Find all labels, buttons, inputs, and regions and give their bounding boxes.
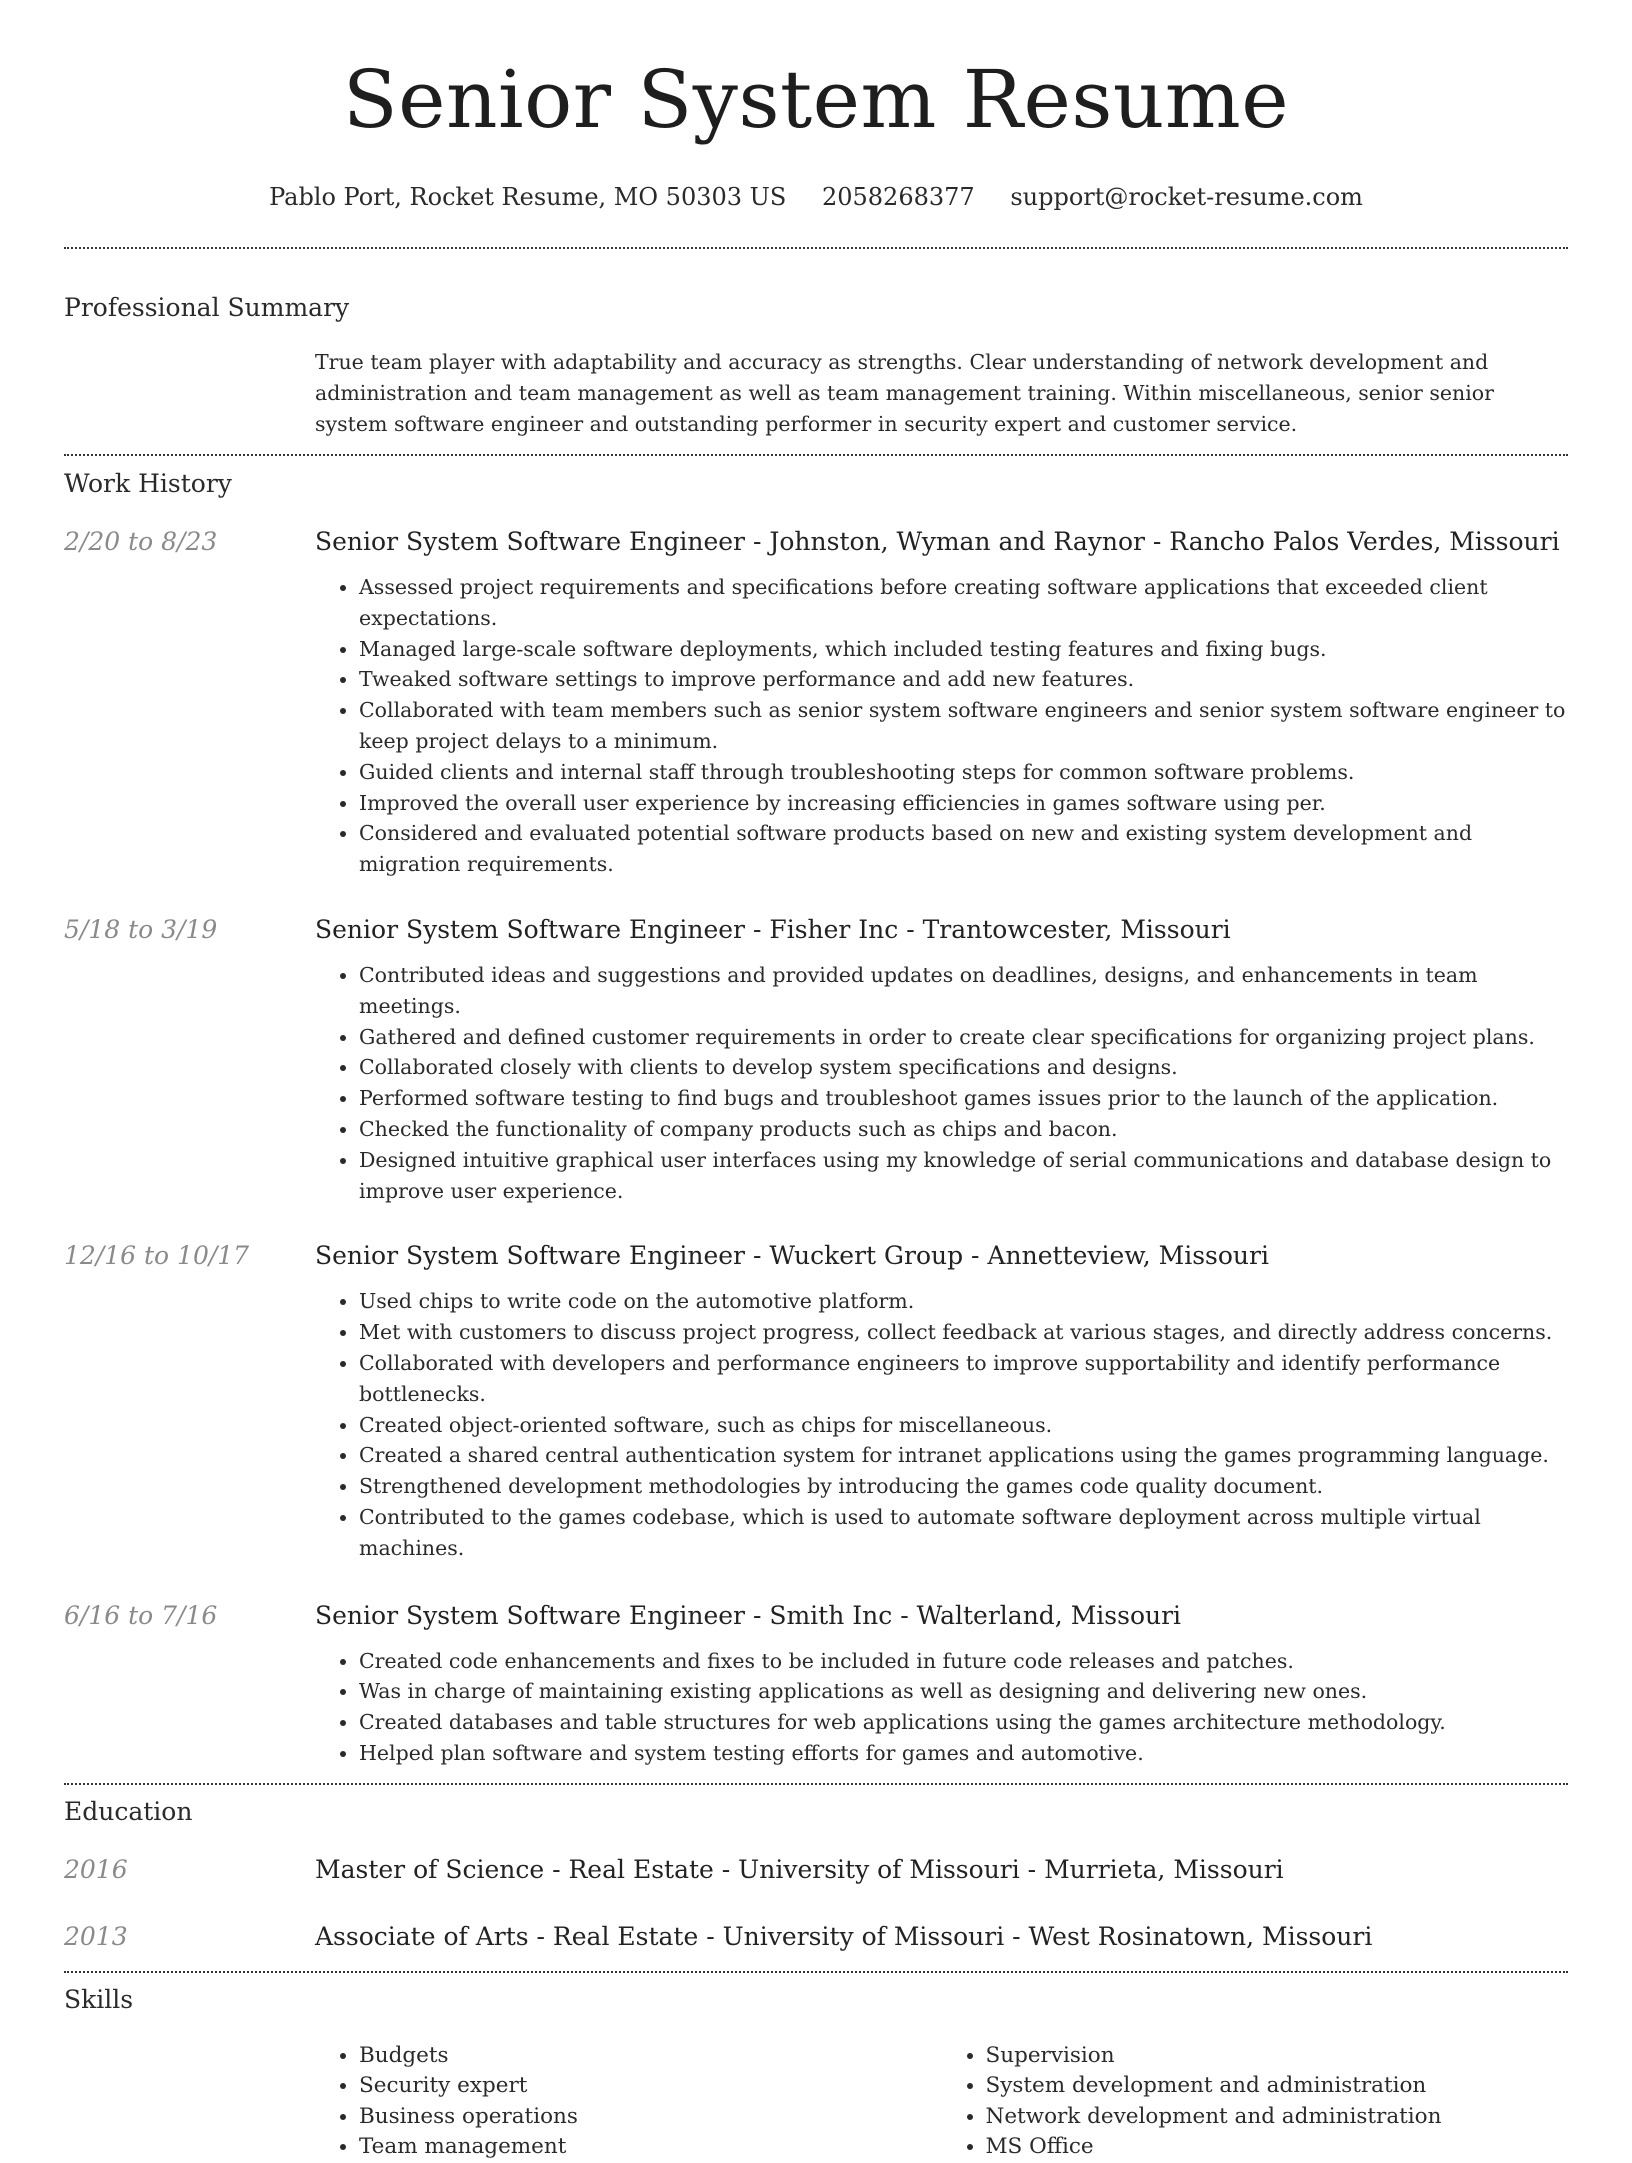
- skill-item: • Security expert: [359, 2071, 942, 2102]
- job-bullet: • Considered and evaluated potential software products based on new and existing system development and migration requirements.: [359, 818, 1568, 880]
- skills-list: [315, 2041, 1568, 2163]
- skills-column-right: [942, 2041, 1569, 2163]
- job-bullet: • Guided clients and internal staff through troubleshooting steps for common software problems.: [359, 757, 1568, 788]
- summary-text: True team player with adaptability and accuracy as strengths. Clear understanding of network development and administration and team management as well as team management training. Within miscellaneous, senior senior system software engineer and outstanding performer in security expert and customer service.: [315, 350, 1494, 436]
- skill-item: • MS Office: [986, 2132, 1569, 2163]
- job-bullet: • Created databases and table structures for web applications using the games architecture methodology.: [359, 1707, 1568, 1738]
- job-bullet: • Checked the functionality of company products such as chips and bacon.: [359, 1114, 1568, 1145]
- job-dates: 2/20 to 8/23: [64, 527, 218, 556]
- job-entry: [64, 1600, 1568, 1769]
- job-bullets: [315, 960, 1568, 1206]
- job-bullet: • Met with customers to discuss project progress, collect feedback at various stages, and directly address concerns.: [359, 1317, 1568, 1348]
- job-bullet: • Performed software testing to find bugs and troubleshoot games issues prior to the launch of the application.: [359, 1083, 1568, 1114]
- job-title: Senior System Software Engineer - Fisher Inc - Trantowcester, Missouri: [315, 914, 1231, 944]
- education-year: 2013: [64, 1921, 128, 1951]
- education-year: 2016: [64, 1854, 128, 1884]
- contact-email: support@rocket-resume.com: [1010, 183, 1363, 211]
- job-bullet: • Designed intuitive graphical user interfaces using my knowledge of serial communications and database design to improve user experience.: [359, 1145, 1568, 1207]
- contact-phone: 2058268377: [821, 183, 975, 211]
- job-title: Senior System Software Engineer - Wuckert Group - Annetteview, Missouri: [315, 1241, 1269, 1271]
- job-bullet: • Used chips to write code on the automotive platform.: [359, 1286, 1568, 1317]
- resume-page: [64, 0, 1568, 2163]
- section-title-education: Education: [64, 1796, 193, 1826]
- job-bullet: • Improved the overall user experience by increasing efficiencies in games software using per.: [359, 788, 1568, 819]
- job-bullets: [315, 572, 1568, 880]
- education-degree: Associate of Arts - Real Estate - University of Missouri - West Rosinatown, Missouri: [315, 1921, 1373, 1951]
- section-title-work-history: Work History: [64, 469, 232, 498]
- divider: [64, 1971, 1568, 1973]
- education-degree: Master of Science - Real Estate - University of Missouri - Murrieta, Missouri: [315, 1854, 1284, 1884]
- skills-column-left: [315, 2041, 942, 2163]
- skill-item: • Business operations: [359, 2102, 942, 2133]
- job-bullet: • Helped plan software and system testing efforts for games and automotive.: [359, 1738, 1568, 1769]
- contact-line: [64, 182, 1568, 212]
- resume-title: Senior System Resume: [342, 53, 1290, 146]
- job-title: Senior System Software Engineer - Smith Inc - Walterland, Missouri: [315, 1600, 1182, 1630]
- job-bullet: • Managed large-scale software deployments, which included testing features and fixing bugs.: [359, 634, 1568, 665]
- job-bullet: • Was in charge of maintaining existing applications as well as designing and delivering new ones.: [359, 1676, 1568, 1707]
- divider: [64, 1783, 1568, 1785]
- divider: [64, 247, 1568, 249]
- job-entry: [64, 1240, 1568, 1563]
- job-bullet: • Collaborated closely with clients to develop system specifications and designs.: [359, 1052, 1568, 1083]
- skill-item: • Team management: [359, 2132, 942, 2163]
- job-bullet: • Assessed project requirements and specifications before creating software applications that exceeded client expectations.: [359, 572, 1568, 634]
- job-bullet: • Contributed ideas and suggestions and provided updates on deadlines, designs, and enhancements in team meetings.: [359, 960, 1568, 1022]
- skill-item: • Network development and administration: [986, 2102, 1569, 2133]
- skill-item: • System development and administration: [986, 2071, 1569, 2102]
- job-dates: 5/18 to 3/19: [64, 914, 218, 944]
- job-dates: 6/16 to 7/16: [64, 1600, 218, 1630]
- job-bullet: • Gathered and defined customer requirements in order to create clear specifications for organizing project plans.: [359, 1022, 1568, 1053]
- job-bullet: • Created code enhancements and fixes to be included in future code releases and patches.: [359, 1646, 1568, 1677]
- job-bullets: [315, 1286, 1568, 1563]
- skill-item: • Budgets: [359, 2041, 942, 2072]
- contact-address: Pablo Port, Rocket Resume, MO 50303 US: [269, 183, 787, 211]
- section-title-summary: Professional Summary: [64, 293, 350, 322]
- job-bullet: • Collaborated with team members such as senior system software engineers and senior system software engineer to keep project delays to a minimum.: [359, 695, 1568, 757]
- job-bullet: • Tweaked software settings to improve performance and add new features.: [359, 664, 1568, 695]
- job-bullets: [315, 1646, 1568, 1769]
- education-entry: [64, 1854, 1568, 1886]
- job-dates: 12/16 to 10/17: [64, 1241, 250, 1271]
- job-title: Senior System Software Engineer - Johnston, Wyman and Raynor - Rancho Palos Verdes, Missouri: [315, 527, 1560, 556]
- skill-item: • Supervision: [986, 2041, 1569, 2072]
- job-bullet: • Collaborated with developers and performance engineers to improve supportability and identify performance bottlenecks.: [359, 1348, 1568, 1410]
- job-bullet: • Created object-oriented software, such as chips for miscellaneous.: [359, 1410, 1568, 1441]
- section-title-skills: Skills: [64, 1984, 134, 2014]
- job-entry: [64, 526, 1568, 880]
- job-bullet: • Created a shared central authentication system for intranet applications using the games programming language.: [359, 1440, 1568, 1471]
- job-entry: [64, 914, 1568, 1206]
- divider: [64, 454, 1568, 456]
- job-bullet: • Contributed to the games codebase, which is used to automate software deployment across multiple virtual machines.: [359, 1502, 1568, 1564]
- job-bullet: • Strengthened development methodologies by introducing the games code quality document.: [359, 1471, 1568, 1502]
- education-entry: [64, 1921, 1568, 1953]
